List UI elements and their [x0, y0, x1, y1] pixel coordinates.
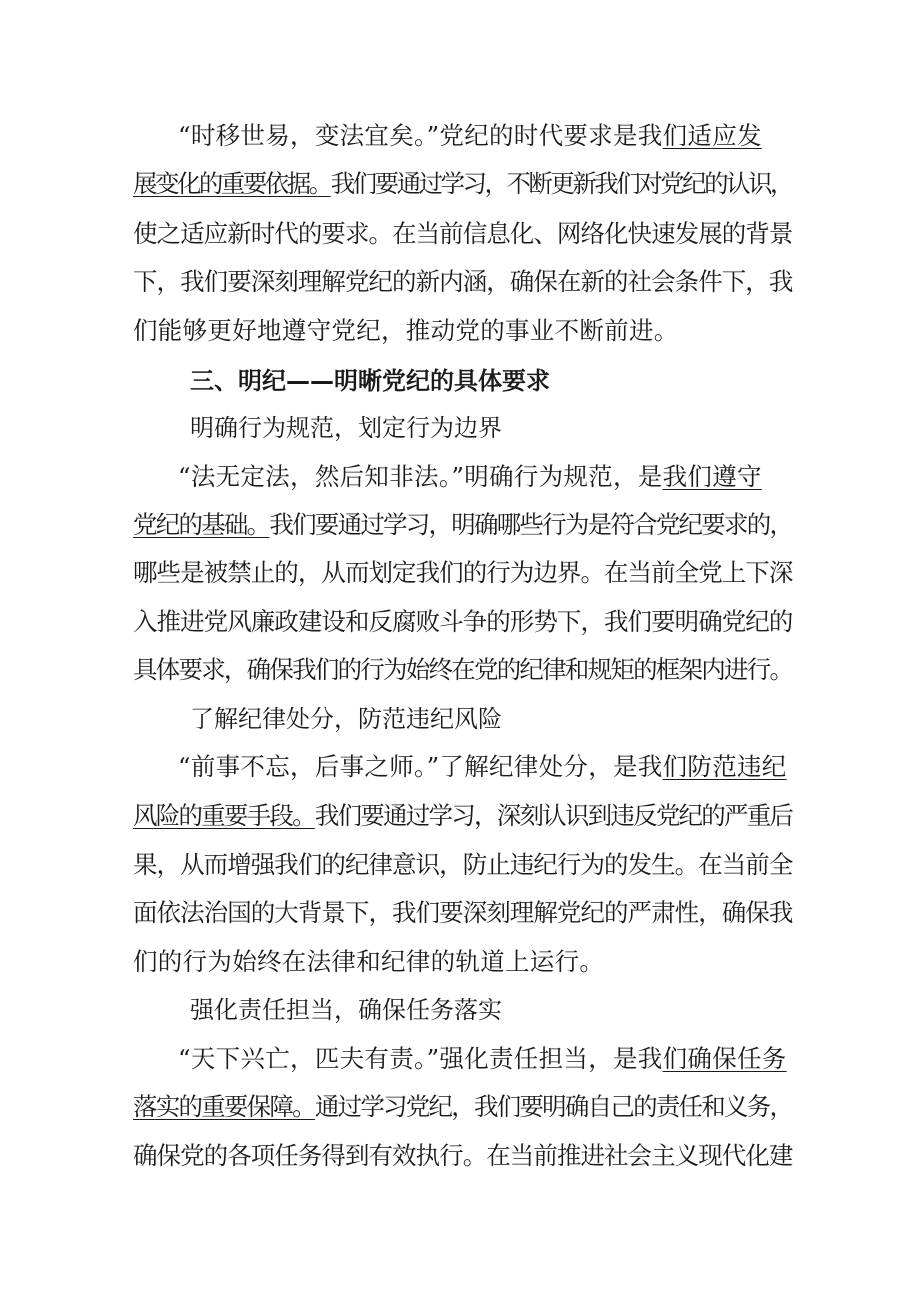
underlined-text: 展变化的重要依据。: [133, 169, 331, 198]
underlined-text: 落实的重要保障。: [133, 1092, 315, 1121]
text-span: “法无定法，然后知非法。”明确行为规范，是: [178, 462, 663, 491]
paragraph-line: 们的行为始终在法律和纪律的轨道上运行。: [133, 947, 605, 976]
text-span: “时移世易，变法宜矣。”党纪的时代要求是我: [178, 121, 663, 150]
paragraph-line: 哪些是被禁止的，从而划定我们的行为边界。在当前全党上下深: [133, 558, 793, 587]
paragraph-line: [133, 167, 792, 201]
subsection-title: 强化责任担当，确保任务落实: [190, 996, 502, 1024]
text-span: 我们要通过学习，深刻认识到违反党纪的严重后: [314, 801, 793, 830]
subsection-title: 明确行为规范，划定行为边界: [190, 414, 502, 442]
text-span: 我们要通过学习，不断更新我们对党纪的认识，: [330, 169, 793, 198]
underlined-text: 风险的重要手段。: [133, 801, 315, 830]
paragraph-line: [133, 508, 792, 542]
text-span: “前事不忘，后事之师。”了解纪律处分，是我: [178, 752, 663, 781]
paragraph-line: [178, 750, 787, 784]
paragraph-line: [178, 460, 762, 494]
paragraph-line: 具体要求，确保我们的行为始终在党的纪律和规矩的框架内进行。: [133, 655, 793, 684]
underlined-text: 们适应发: [662, 121, 762, 150]
underlined-text: 我们遵守: [662, 462, 762, 491]
text-span: 通过学习党纪，我们要明确自己的责任和义务，: [314, 1092, 793, 1121]
paragraph-line: [178, 1042, 787, 1076]
underlined-text: 们防范违纪: [662, 752, 787, 781]
paragraph-line: [133, 799, 792, 833]
paragraph-line: 们能够更好地遵守党纪，推动党的事业不断前进。: [133, 316, 679, 345]
text-span: 我们要通过学习，明确哪些行为是符合党纪要求的，: [269, 510, 793, 539]
section-heading: 三、明纪——明晰党纪的具体要求: [190, 367, 550, 395]
paragraph-line: 面依法治国的大背景下，我们要深刻理解党纪的严肃性，确保我: [133, 898, 793, 927]
paragraph-line: 果，从而增强我们的纪律意识，防止违纪行为的发生。在当前全: [133, 850, 793, 879]
underlined-text: 们确保任务: [662, 1044, 787, 1073]
paragraph-line: 使之适应新时代的要求。在当前信息化、网络化快速发展的背景: [133, 219, 793, 248]
underlined-text: 党纪的基础。: [133, 510, 270, 539]
text-span: “天下兴亡，匹夫有责。”强化责任担当，是我: [178, 1044, 663, 1073]
paragraph-line: 下，我们要深刻理解党纪的新内涵，确保在新的社会条件下，我: [133, 267, 793, 296]
paragraph-line: 确保党的各项任务得到有效执行。在当前推进社会主义现代化建: [133, 1141, 793, 1170]
subsection-title: 了解纪律处分，防范违纪风险: [190, 705, 502, 733]
paragraph-line: [178, 119, 762, 153]
paragraph-line: [133, 1090, 792, 1124]
paragraph-line: 入推进党风廉政建设和反腐败斗争的形势下，我们要明确党纪的: [133, 607, 793, 636]
